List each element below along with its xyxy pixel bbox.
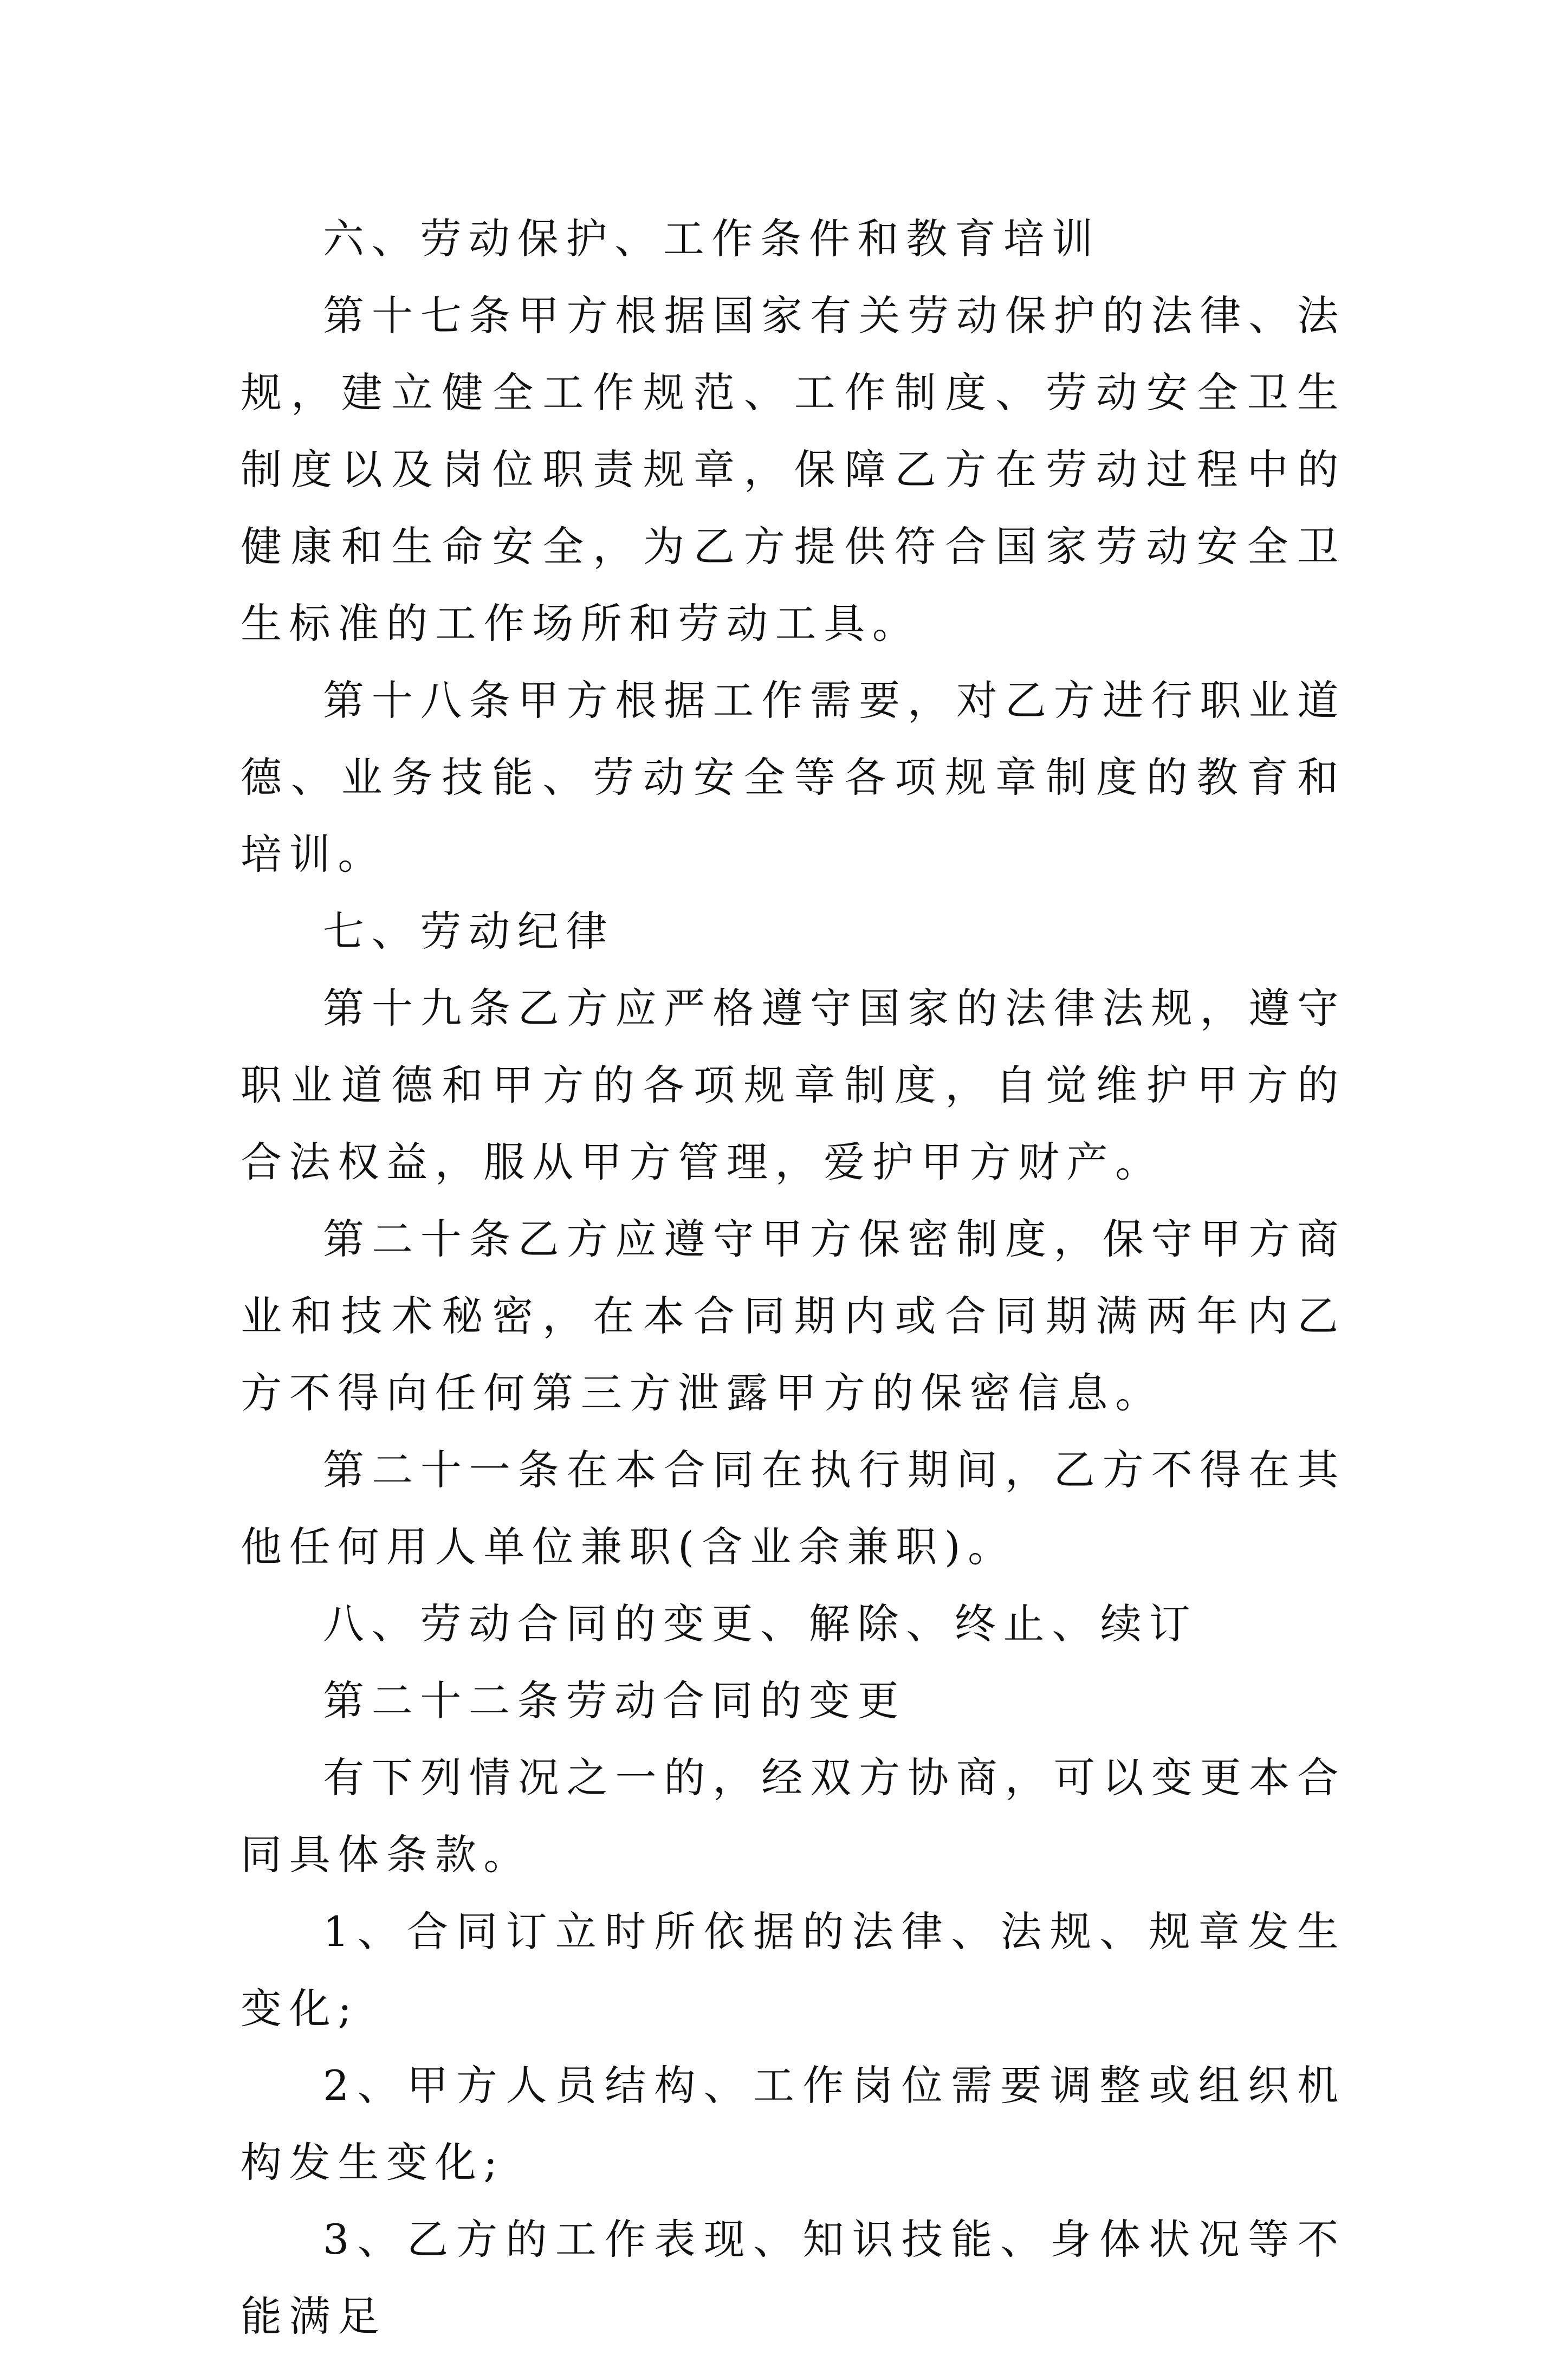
section-heading-contract-changes: 八、劳动合同的变更、解除、终止、续订: [323, 1600, 1198, 1648]
article-19-paragraph: 第十九条乙方应严格遵守国家的法律法规，遵守职业道德和甲方的各项规章制度，自觉维护甲方的合法权益，服从甲方管理，爱护甲方财产。: [241, 984, 1346, 1186]
article-22-intro-paragraph: 有下列情况之一的，经双方协商，可以变更本合同具体条款。: [241, 1754, 1346, 1879]
article-18-paragraph: 第十八条甲方根据工作需要，对乙方进行职业道德、业务技能、劳动安全等各项规章制度的教育和培训。: [241, 676, 1346, 878]
article-20-paragraph: 第二十条乙方应遵守甲方保密制度，保守甲方商业和技术秘密，在本合同期内或合同期满两年内乙方不得向任何第三方泄露甲方的保密信息。: [241, 1215, 1346, 1417]
section-heading-labor-protection: 六、劳动保护、工作条件和教育培训: [323, 215, 1100, 263]
document-page: [241, 200, 1346, 2355]
list-item-1: 1、合同订立时所依据的法律、法规、规章发生变化;: [241, 1907, 1346, 2033]
article-21-paragraph: 第二十一条在本合同在执行期间，乙方不得在其他任何用人单位兼职(含业余兼职)。: [241, 1446, 1346, 1571]
list-item-2: 2、甲方人员结构、工作岗位需要调整或组织机构发生变化;: [241, 2061, 1346, 2186]
article-17-paragraph: 第十七条甲方根据国家有关劳动保护的法律、法规，建立健全工作规范、工作制度、劳动安全卫生制度以及岗位职责规章，保障乙方在劳动过程中的健康和生命安全，为乙方提供符合国家劳动安全卫生标准的工作场所和劳动工具。: [241, 292, 1346, 648]
list-item-3: 3、乙方的工作表现、知识技能、身体状况等不能满足: [241, 2215, 1346, 2340]
article-22-heading: 第二十二条劳动合同的变更: [323, 1677, 906, 1725]
section-heading-labor-discipline: 七、劳动纪律: [323, 907, 615, 955]
